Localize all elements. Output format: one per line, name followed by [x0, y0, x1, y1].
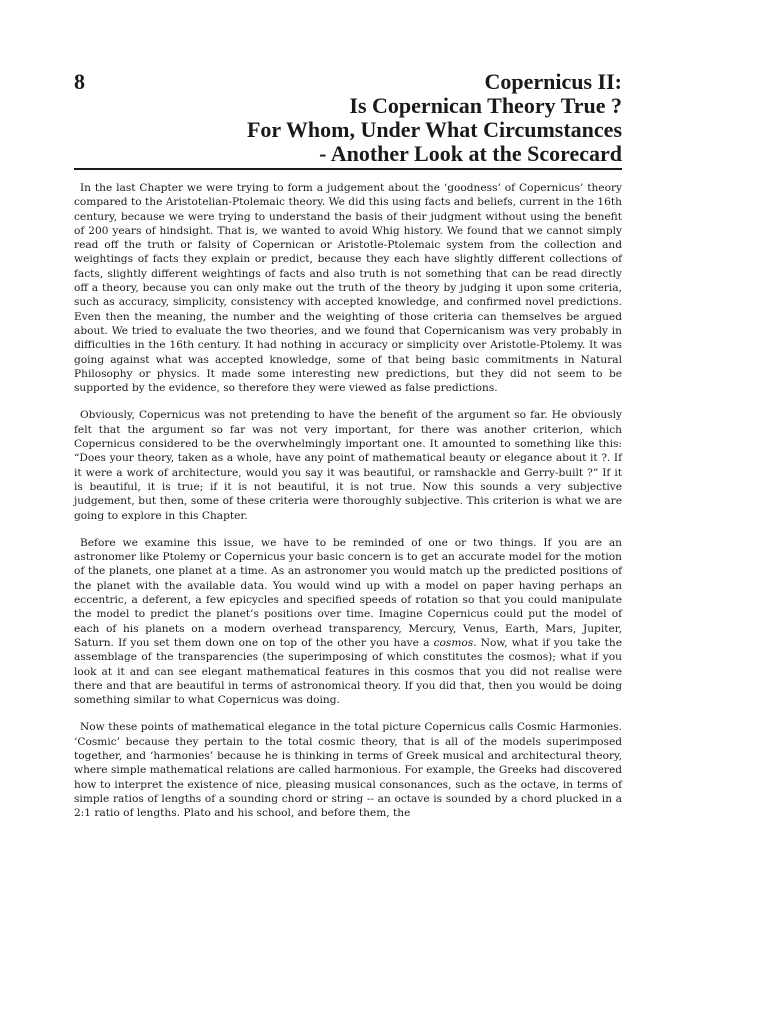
paragraph-text: Now these points of mathematical elegance in the total picture Copernicus calls Cosmic Harmonies. ‘Cosmic’ because they pertain to the total cosmic theory, that is all of the models superimposed together, and ‘harmonies’ because he is thinking in terms of Greek musical and architectural theory, where simple mathematical relations are called harmonious. For example, the Greeks had discovered how to interpret the existence of nice, pleasing musical consonances, such as the octave, in terms of simple ratios of lengths of a sounding chord or string -- an octave is sounded by a chord plucked in a 2:1 ratio of lengths. Plato and his school, and before them, the [74, 721, 622, 820]
chapter-title-line: Copernicus II: [484, 69, 622, 94]
paragraph [74, 720, 622, 820]
paragraph-text: In the last Chapter we were trying to form a judgement about the ‘goodness’ of Copernicus’ theory compared to the Aristotelian-Ptolemaic theory. We did this using facts and beliefs, current in the 16th century, because we were trying to understand the basis of their judgment without using the benefit of 200 years of hindsight. That is, we wanted to avoid Whig history. We found that we cannot simply read off the truth or falsity of Copernican or Aristotle-Ptolemaic system from the collection and weightings of facts they explain or predict, because they each have slightly different collections of facts, slightly different weightings of facts and also truth is not something that can be read directly off a theory, because you can only make out the truth of the theory by judging it upon some criteria, such as accuracy, simplicity, consistency with accepted knowledge, and confirmed novel predictions. Even then the meaning, the number and the weighting of those criteria can themselves be argued about. We tried to evaluate the two theories, and we found that Copernicanism was very probably in difficulties in the 16th century. It had nothing in accuracy or simplicity over Aristotle-Ptolemy. It was going against what was accepted knowledge, some of that being basic commitments in Natural Philosophy or physics. It made some interesting new predictions, but they did not seem to be supported by the evidence, so therefore they were viewed as false predictions. [74, 182, 622, 395]
paragraph [74, 408, 622, 522]
chapter-header [74, 70, 622, 166]
paragraph-text: Obviously, Copernicus was not pretending to have the benefit of the argument so far. He obviously felt that the argument so far was not very important, for there was another criterion, which Copernicus considered to be the overwhelmingly important one. It amounted to something like this: “Does your theory, taken as a whole, have any point of mathematical beauty or elegance about it ?. If it were a work of architecture, would you say it was beautiful, or ramshackle and Gerry-built ?” If it is beautiful, it is true; if it is not beautiful, it is not true. Now this sounds a very subjective judgement, but then, some of these criteria were thoroughly subjective. This criterion is what we are going to explore in this Chapter. [74, 409, 622, 522]
paragraph-text: Before we examine this issue, we have to be reminded of one or two things. If you are an astronomer like Ptolemy or Copernicus your basic concern is to get an accurate model for the motion of the planets, one planet at a time. As an astronomer you would match up the predicted positions of the planet with the available data. You would wind up with a model on paper having perhaps an eccentric, a deferent, a few epicycles and specified speeds of rotation so that you could manipulate the model to predict the planet’s positions over time. Imagine Copernicus could put the model of each of his planets on a modern overhead transparency, Mercury, Venus, Earth, Mars, Jupiter, Saturn. If you set them down one on top of the other you have a [74, 536, 622, 649]
chapter-title-line: For Whom, Under What Circumstances [246, 117, 622, 142]
paragraph [74, 536, 622, 708]
title-divider [74, 168, 622, 170]
paragraph-text: . Now, what if you take the assemblage of the transparencies (the superimposing of which constitutes the cosmos); what if you look at it and can see elegant mathematical features in this cosmos that you did not realise were there and that are beautiful in terms of astronomical theory. If you did that, then you would be doing something similar to what Copernicus was doing. [74, 636, 622, 707]
chapter-title [74, 70, 622, 166]
emphasized-term: cosmos [433, 636, 474, 649]
chapter-title-line: Is Copernican Theory True ? [349, 93, 622, 118]
chapter-title-line: - Another Look at the Scorecard [319, 141, 622, 166]
body-text [74, 181, 622, 820]
chapter-number: 8 [74, 69, 85, 94]
paragraph [74, 181, 622, 395]
